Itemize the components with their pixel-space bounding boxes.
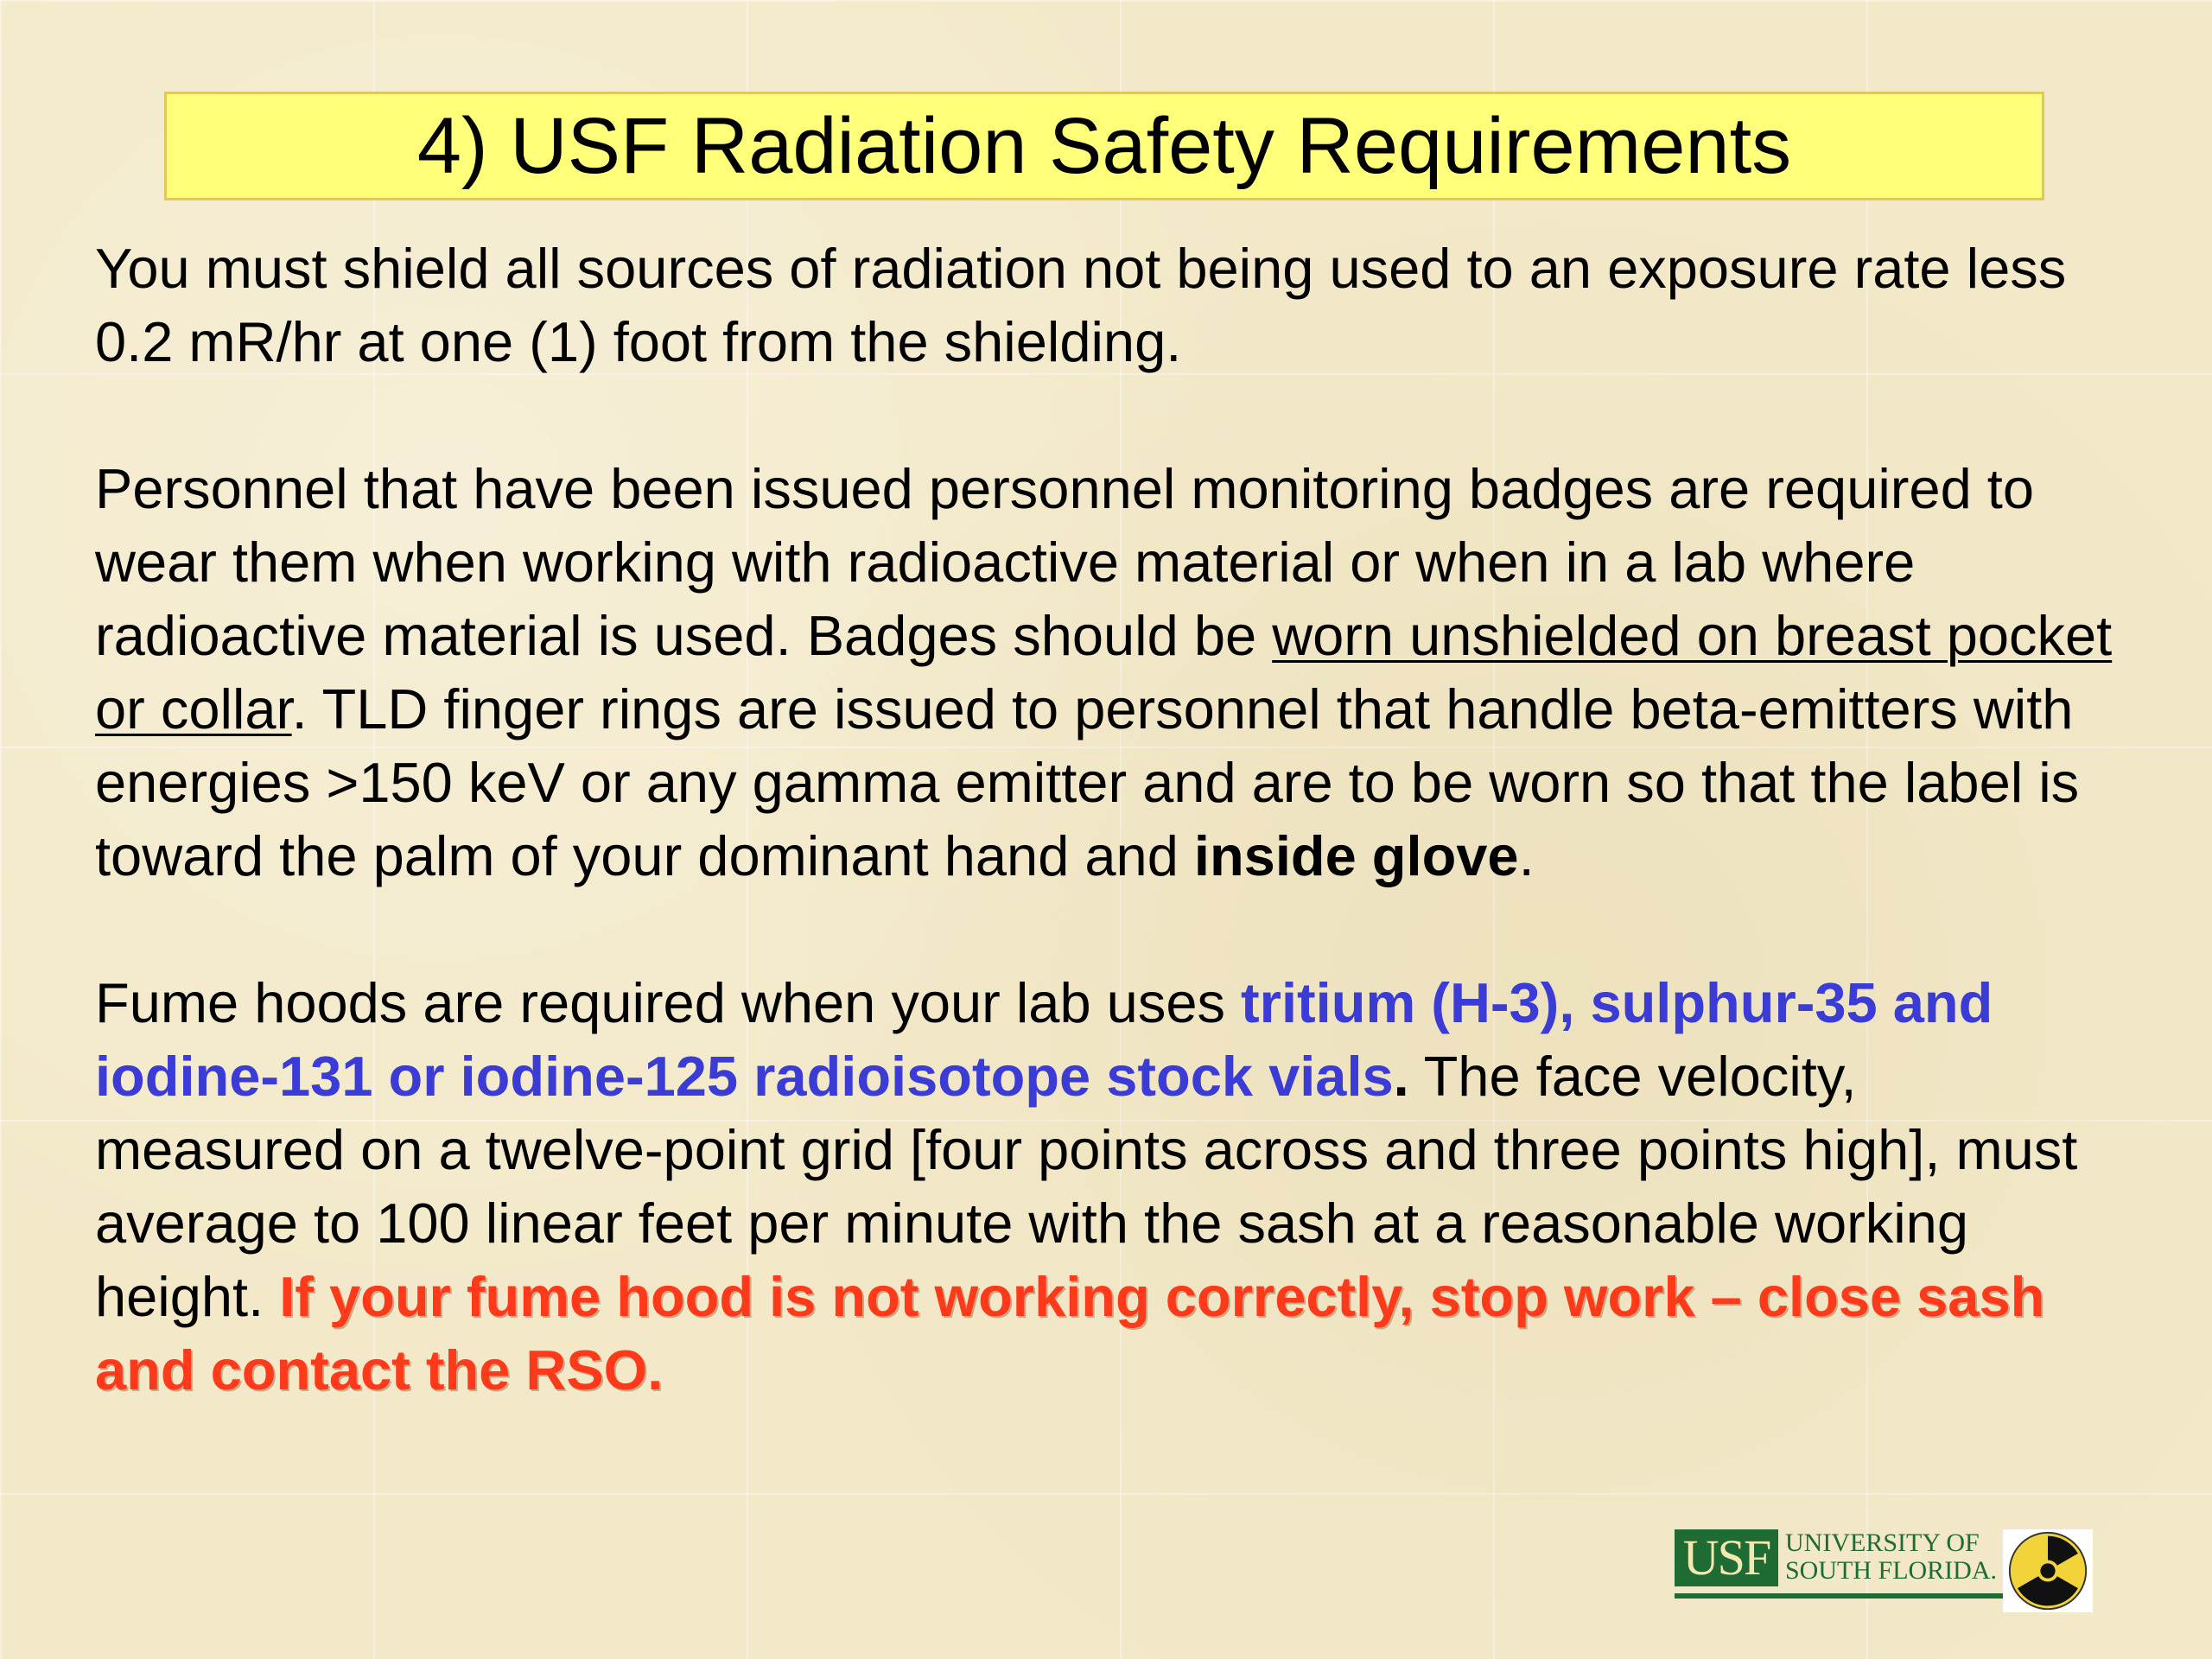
slide-title: 4) USF Radiation Safety Requirements: [416, 102, 1792, 190]
usf-logo-line-1: UNIVERSITY OF: [1785, 1529, 1980, 1557]
slide-body: [95, 232, 2117, 1407]
fume-warning: If your fume hood is not working correctly, stop work – close sash and contact the RSO.: [95, 1265, 2045, 1402]
fume-text-2: The face velocity, measured on a twelve-point grid [four points across and three points high], must average to 100 linear feet per minute with the sash at a reasonable working height.: [95, 1045, 2078, 1328]
badges-underlined-text: worn unshielded on breast pocket or collar: [95, 604, 2113, 741]
fume-isotopes-highlight: tritium (H-3), sulphur-35 and iodine-131 or iodine-125 radioisotope stock vials: [95, 971, 1993, 1108]
radiation-trefoil-svg: [2006, 1529, 2089, 1612]
usf-logo-wordmark: [1785, 1529, 1997, 1612]
shielding-text: You must shield all sources of radiation not being used to an exposure rate less 0.2 mR/hr at one (1) foot from the shielding.: [95, 237, 2067, 373]
paragraph-shielding: [95, 232, 2117, 378]
badges-text-2: . TLD finger rings are issued to personnel that handle beta-emitters with energies >150 keV or any gamma emitter and are to be worn so that the label is toward the palm of your dominant hand and: [95, 677, 2080, 887]
fume-bold-period: .: [1393, 1045, 1409, 1108]
badges-bold-text: inside glove: [1193, 824, 1519, 887]
title-box: [164, 92, 2044, 200]
usf-logo-rule: [1675, 1593, 2003, 1599]
paragraph-badges: [95, 452, 2117, 893]
badges-text-3: .: [1518, 824, 1535, 887]
usf-logo-line-2: SOUTH FLORIDA.: [1785, 1556, 1998, 1585]
badges-text-1: Personnel that have been issued personnel monitoring badges are required to wear them when working with radioactive material or when in a lab where radioactive material is used. Badges should be: [95, 457, 2034, 667]
radiation-trefoil-icon: [2003, 1529, 2093, 1612]
paragraph-fume-hoods: [95, 966, 2117, 1407]
usf-logo-mark: USF: [1675, 1529, 1778, 1586]
fume-text-1: Fume hoods are required when your lab uses: [95, 971, 1242, 1034]
